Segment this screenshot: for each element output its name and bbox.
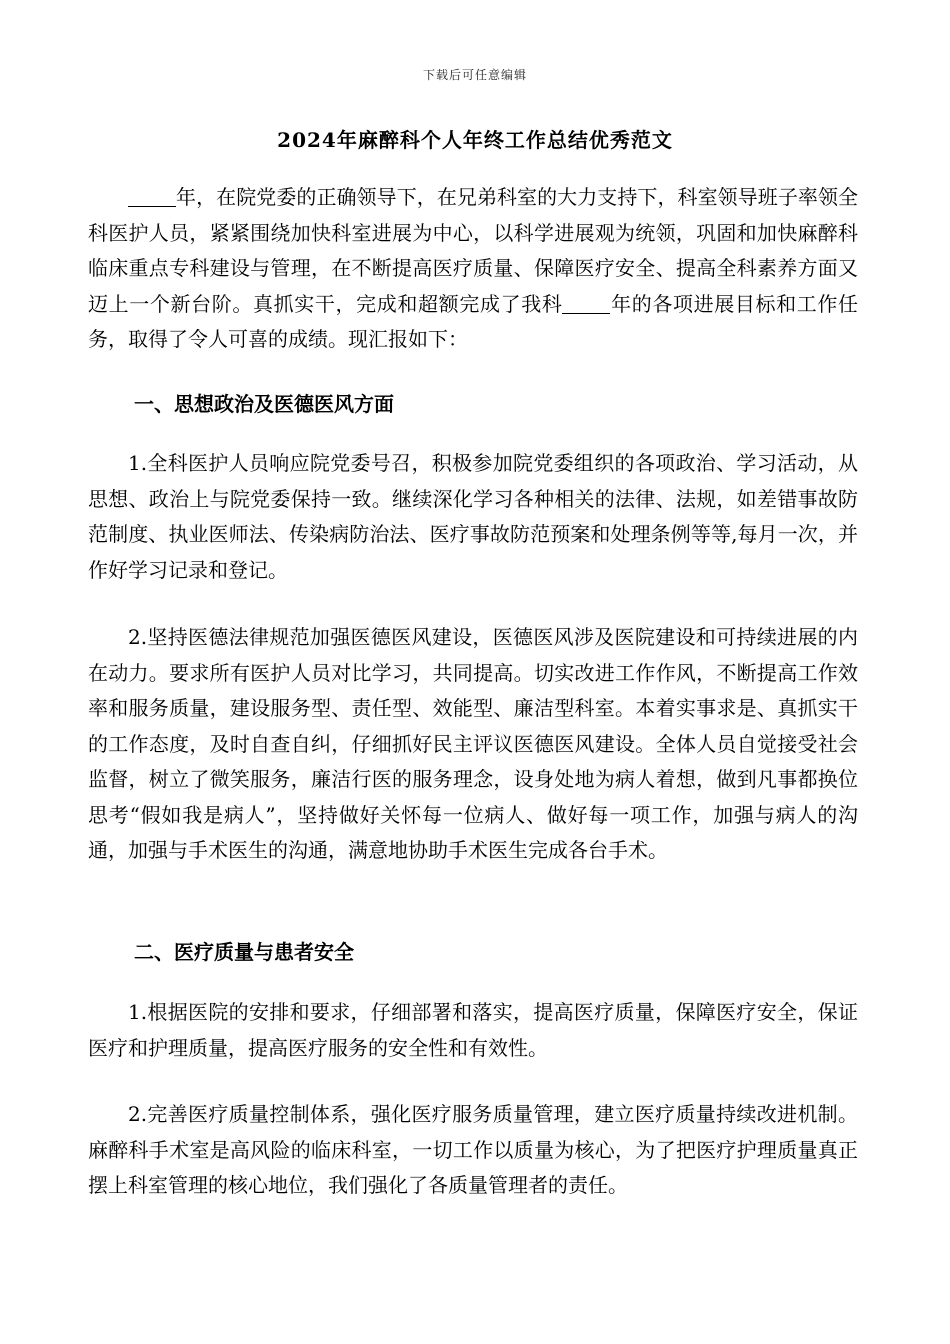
section-1-paragraph-2: 2.坚持医德法律规范加强医德医风建设，医德医风涉及医院建设和可持续进展的内在动力。要求所有医护人员对比学习，共同提高。切实改进工作作风，不断提高工作效率和服务质量，建设服务型、责任型、效能型、廉洁型科室。本着实事求是、真抓实干的工作态度，及时自查自纠，仔细抓好民主评议医德医风建设。全体人员自觉接受社会监督，树立了微笑服务，廉洁行医的服务理念，设身处地为病人着想，做到凡事都换位思考“假如我是病人”，坚持做好关怀每一位病人、做好每一项工作，加强与病人的沟通，加强与手术医生的沟通，满意地协助手术医生完成各台手术。: [88, 625, 858, 862]
blank-line: [562, 293, 610, 314]
header-note: 下载后可任意编辑: [422, 68, 527, 82]
section-1-paragraph-1: 1.全科医护人员响应院党委号召，积极参加院党委组织的各项政治、学习活动，从思想、政治上与院党委保持一致。继续深化学习各种相关的法律、法规，如差错事故防范制度、执业医师法、传染病防治法、医疗事故防范预案和处理条例等等,每月一次，并作好学习记录和登记。: [88, 451, 858, 582]
intro-text-2: 年的各项进展目标和工作任务，取得了令人可喜的成绩。现汇报如下：: [88, 291, 859, 351]
section-2-paragraph-2: 2.完善医疗质量控制体系，强化医疗服务质量管理，建立医疗质量持续改进机制。麻醉科手术室是高风险的临床科室，一切工作以质量为核心，为了把医疗护理质量真正摆上科室管理的核心地位，我们强化了各质量管理者的责任。: [88, 1102, 858, 1197]
document-title: 2024年麻醉科个人年终工作总结优秀范文: [277, 128, 673, 152]
intro-paragraph: [88, 180, 858, 358]
section-2-paragraph-1: 1.根据医院的安排和要求，仔细部署和落实，提高医疗质量，保障医疗安全，保证医疗和护理质量，提高医疗服务的安全性和有效性。: [88, 1000, 858, 1060]
blank-line: [128, 186, 176, 207]
section-2-heading: 二、医疗质量与患者安全: [134, 940, 354, 964]
section-1-heading: 一、思想政治及医德医风方面: [134, 392, 394, 416]
intro-text-1: 年，在院党委的正确领导下，在兄弟科室的大力支持下，科室领导班子率领全科医护人员，紧紧围绕加快科室进展为中心，以科学进展观为统领，巩固和加快麻醉科临床重点专科建设与管理，在不断提高医疗质量、保障医疗安全、提高全科素养方面又迈上一个新台阶。真抓实干，完成和超额完成了我科: [88, 185, 858, 316]
